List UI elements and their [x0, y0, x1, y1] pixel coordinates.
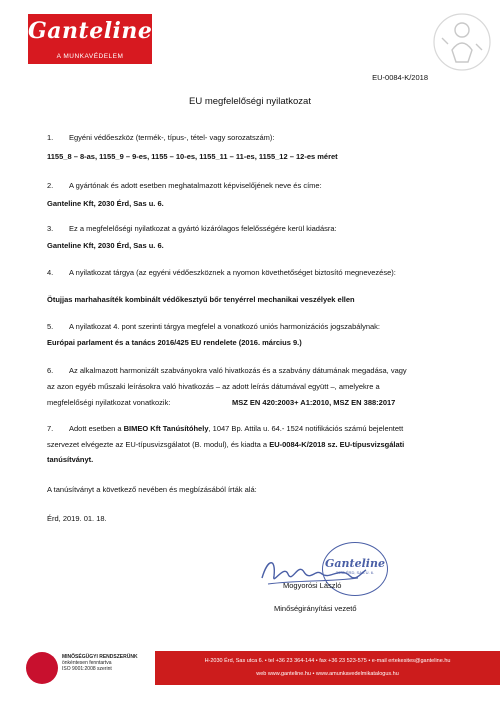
item-7-line2: szervezet elvégezte az EU-típusvizsgálatot (B. modul), és kiadta a EU-0084-K/2018 sz. EU-típusvizsgálati	[47, 440, 405, 449]
item-4-question: 4. A nyilatkozat tárgya (az egyéni védőeszköznek a nyomon követhetőséget biztosító megnevezése):	[47, 268, 396, 277]
item-7-line3: tanúsítványt.	[47, 455, 94, 464]
page-title: EU megfelelőségi nyilatkozat	[189, 96, 311, 107]
certificate-number: EU-0084-K/2018 sz. EU-típusvizsgálati	[269, 440, 405, 449]
footer-contact: H-2030 Érd, Sas utca 6. • tel +36 23 364-144 • fax +36 23 523-575 • e-mail ertekesites@ganteline.hu	[204, 658, 451, 664]
item-6-standards: MSZ EN 420:2003+ A1:2010, MSZ EN 388:2017	[232, 398, 396, 407]
notified-body-name: BIMEO Kft Tanúsítóhely	[123, 424, 209, 433]
closing-statement: A tanúsítványt a következő nevében és megbízásából írták alá:	[47, 485, 257, 494]
item-2-answer: Ganteline Kft, 2030 Érd, Sas u. 6.	[47, 199, 164, 208]
item-5-question: 5. A nyilatkozat 4. pont szerinti tárgya megfelel a vonatkozó uniós harmonizációs jogszabálynak:	[47, 322, 381, 331]
cert-std: ISO 9001:2008 szerint	[62, 666, 112, 672]
signer-role: Minőségirányítási vezető	[274, 604, 357, 613]
company-stamp: Ganteline 2030 ÉRD, SAS U. 6.	[322, 542, 388, 596]
logo-name: Ganteline	[28, 18, 153, 44]
place-date: Érd, 2019. 01. 18.	[47, 514, 107, 523]
item-4-answer: Ötujjas marhahasíték kombinált védőkesztyű bőr tenyérrel mechanikai veszélyek ellen	[47, 295, 355, 304]
signer-name: Mogyorósi László	[283, 581, 342, 590]
cert-title: MINŐSÉGÜGYI RENDSZERÜNK	[62, 654, 138, 660]
item-1-question: 1. Egyéni védőeszköz (termék-, típus-, tétel- vagy sorozatszám):	[47, 133, 275, 142]
item-3-answer: Ganteline Kft, 2030 Érd, Sas u. 6.	[47, 241, 164, 250]
footer-bar	[155, 651, 500, 685]
logo-tagline: A MUNKAVÉDELEM	[56, 53, 124, 60]
item-7-line1: 7. Adott esetben a BIMEO Kft Tanúsítóhely, 1047 Bp. Attila u. 64.- 1524 notifikációs számú bejelentett	[47, 424, 404, 433]
document-number: EU-0084-K/2018	[372, 73, 428, 82]
item-3-question: 3. Ez a megfelelőségi nyilatkozat a gyártó kizárólagos felelősségére kerül kiadásra:	[47, 224, 337, 233]
item-6-line2: az azon egyéb műszaki leírásokra való hivatkozás – az adott leírás dátumával együtt –, amelyekre a	[47, 382, 380, 391]
item-5-answer: Európai parlament és a tanács 2016/425 EU rendelete (2016. március 9.)	[47, 338, 302, 347]
item-2-question: 2. A gyártónak és adott esetben meghatalmazott képviselőjének neve és címe:	[47, 181, 322, 190]
mascot-icon	[428, 10, 492, 74]
item-6-line1: 6. Az alkalmazott harmonizált szabványokra való hivatkozás és a szabvány dátumának megadása, vagy	[47, 366, 407, 375]
cert-sub: önkéntesen fenntartva	[62, 660, 112, 666]
ganteline-logo	[28, 14, 152, 64]
cert-seal-icon	[26, 652, 58, 684]
footer-web: web www.ganteline.hu • www.amunkavedelmikatalogus.hu	[256, 671, 399, 677]
item-6-line3: megfelelőségi nyilatkozat vonatkozik:	[47, 398, 171, 407]
item-1-answer: 1155_8 – 8-as, 1155_9 – 9-es, 1155 – 10-es, 1155_11 – 11-es, 1155_12 – 12-es méret	[47, 152, 338, 161]
certification-badge	[26, 652, 146, 688]
